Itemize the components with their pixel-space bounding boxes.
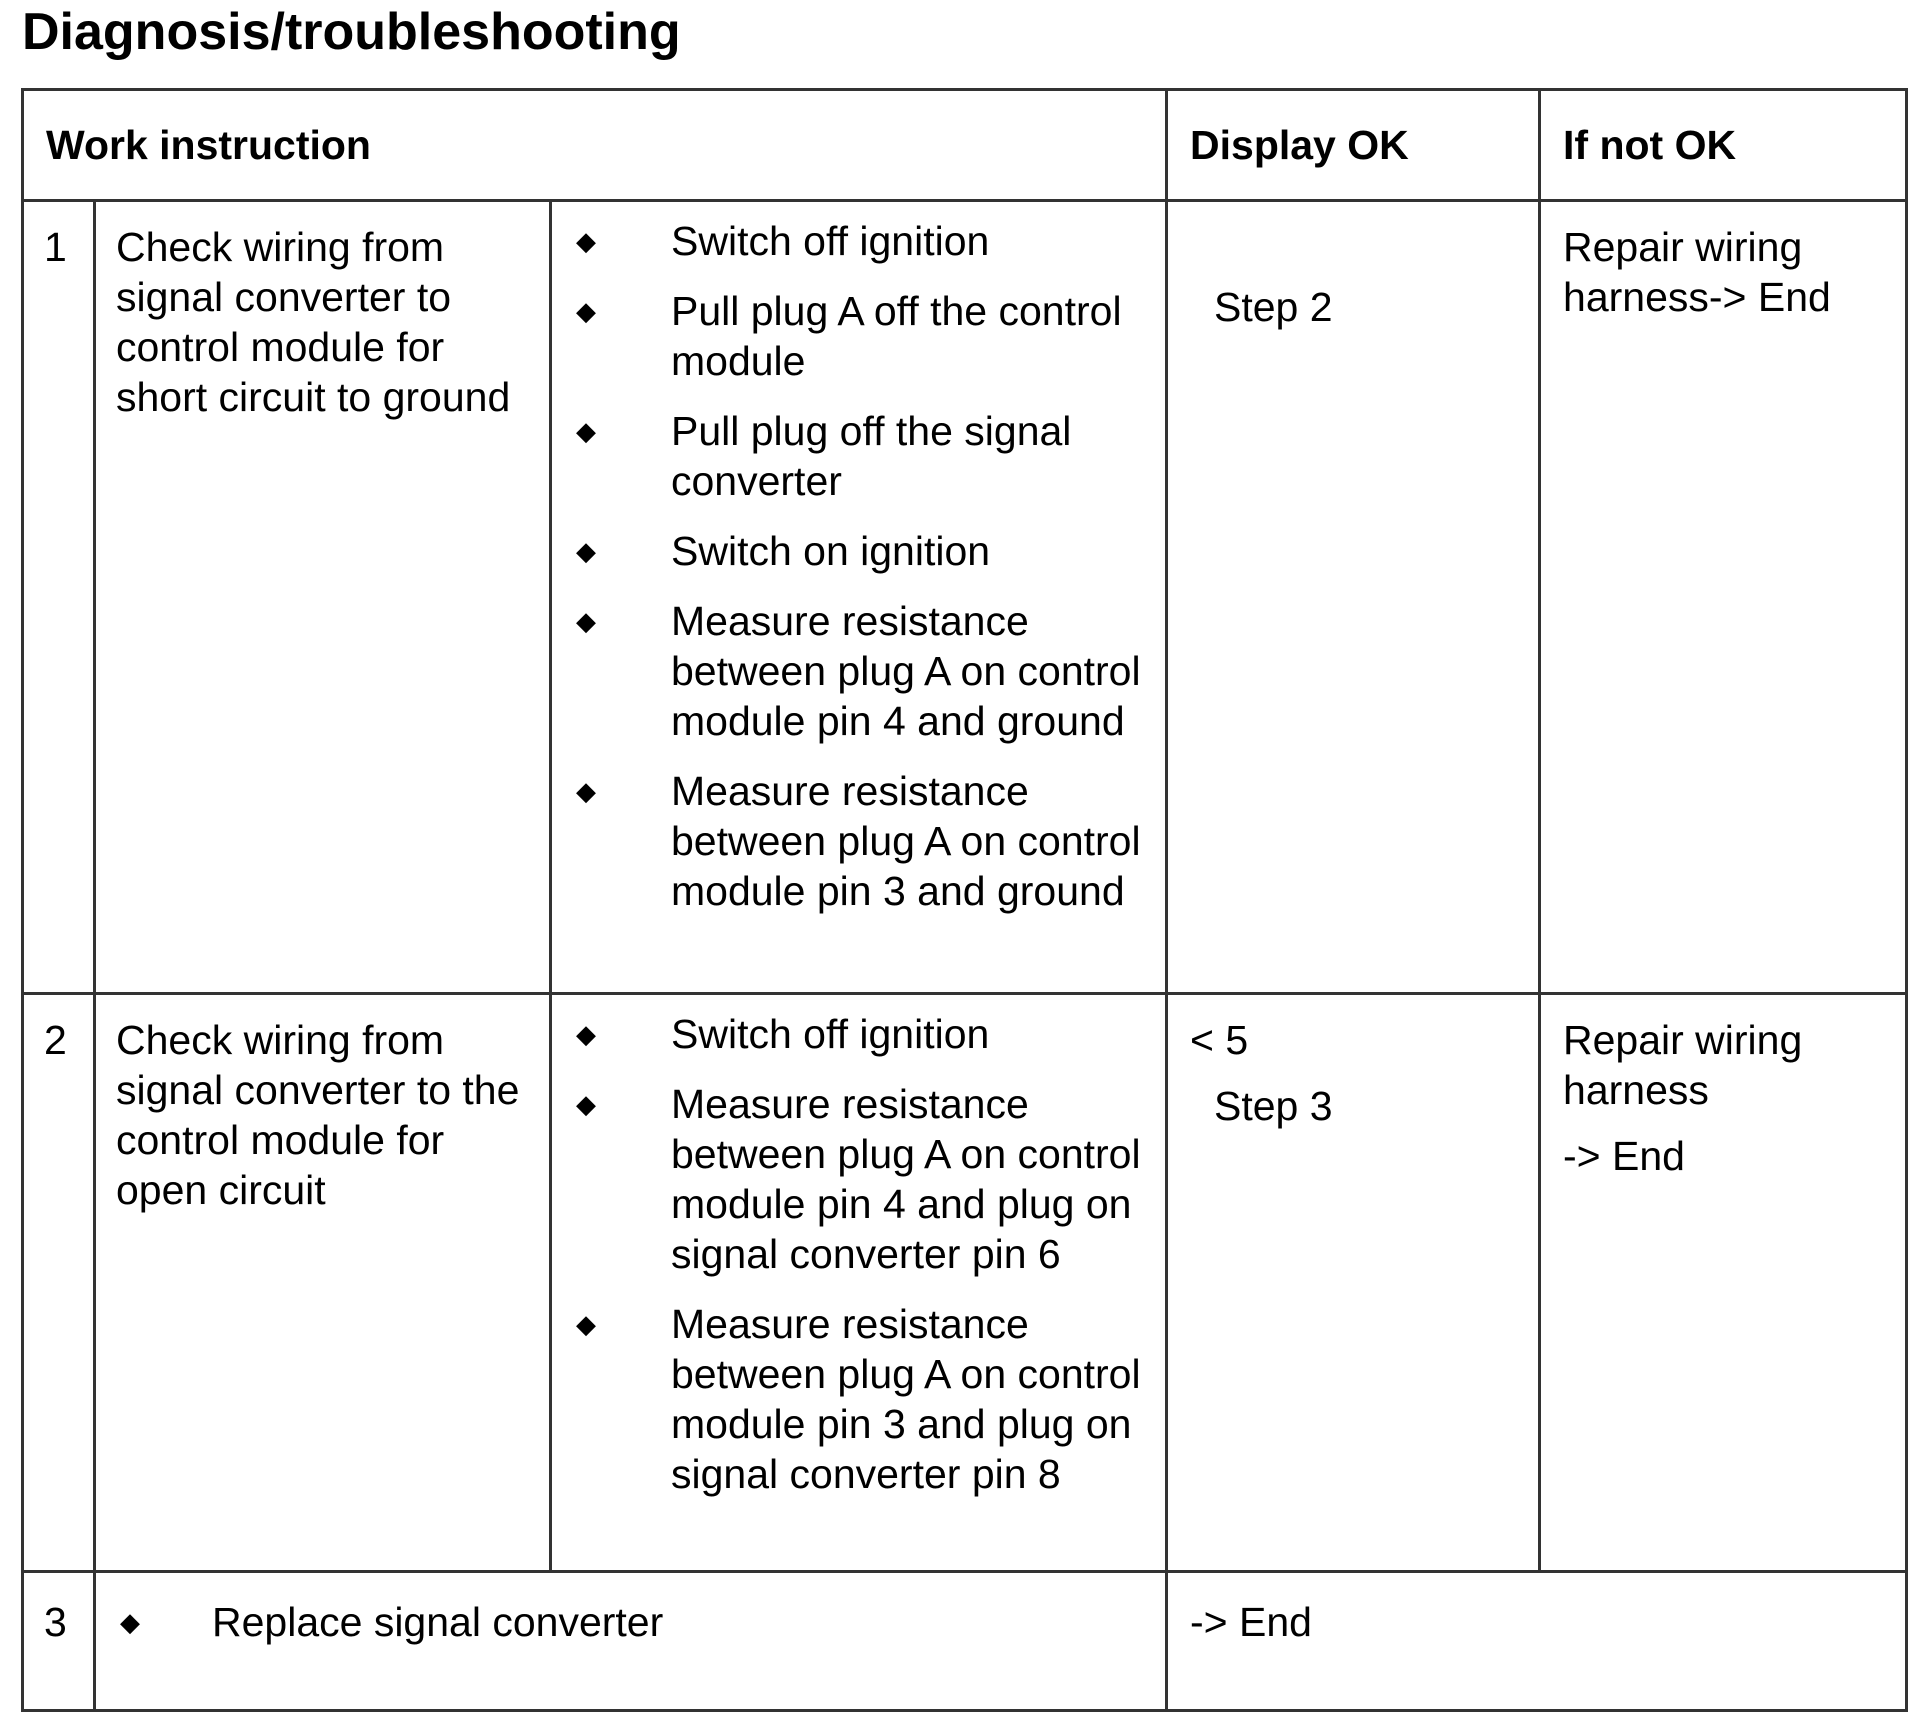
instruction-cell xyxy=(95,1572,1167,1711)
list-item xyxy=(576,766,1155,916)
bullet-icon: ◆ xyxy=(576,226,596,256)
bullet-icon: ◆ xyxy=(576,1019,596,1049)
instruction-text: Measure resistance between plug A on control module pin 3 and ground xyxy=(671,768,1141,914)
instruction-text: Pull plug off the signal converter xyxy=(671,408,1072,504)
list-item xyxy=(576,286,1155,386)
header-if-not-ok: If not OK xyxy=(1540,90,1907,201)
table-row xyxy=(23,994,1907,1572)
instruction-list xyxy=(120,1597,1155,1647)
table-row xyxy=(23,201,1907,994)
table-row xyxy=(23,1572,1907,1711)
step-number: 3 xyxy=(23,1572,95,1711)
step-number: 2 xyxy=(23,994,95,1572)
header-row xyxy=(23,90,1907,201)
instruction-cell xyxy=(551,201,1167,994)
instruction-list xyxy=(576,216,1155,916)
next-step: Step 3 xyxy=(1214,1083,1333,1129)
instruction-text: Switch off ignition xyxy=(671,218,990,264)
bullet-icon: ◆ xyxy=(120,1607,140,1637)
bullet-icon: ◆ xyxy=(576,776,596,806)
list-item xyxy=(576,1079,1155,1279)
bullet-icon: ◆ xyxy=(576,1309,596,1339)
step-number: 1 xyxy=(23,201,95,994)
instruction-text: Pull plug A off the control module xyxy=(671,288,1122,384)
bullet-icon: ◆ xyxy=(576,1089,596,1119)
instruction-text: Measure resistance between plug A on control module pin 4 and plug on signal converter pin 6 xyxy=(671,1081,1141,1277)
not-ok-end: -> End xyxy=(1563,1133,1685,1179)
instruction-text: Replace signal converter xyxy=(212,1599,664,1645)
instruction-list xyxy=(576,1009,1155,1499)
ok-value: < 5 xyxy=(1190,1017,1249,1063)
header-display-ok: Display OK xyxy=(1167,90,1540,201)
bullet-icon: ◆ xyxy=(576,416,596,446)
next-step: Step 2 xyxy=(1214,284,1333,330)
list-item xyxy=(576,406,1155,506)
if-not-ok-cell xyxy=(1540,201,1907,994)
diagnosis-table xyxy=(21,88,1908,1712)
ok-value xyxy=(1190,222,1528,282)
instruction-text: Switch off ignition xyxy=(671,1011,990,1057)
header-work-instruction: Work instruction xyxy=(23,90,1167,201)
list-item xyxy=(576,596,1155,746)
bullet-icon: ◆ xyxy=(576,606,596,636)
not-ok-action: Repair wiring harness xyxy=(1563,1017,1803,1113)
list-item xyxy=(120,1597,1155,1647)
instruction-cell xyxy=(551,994,1167,1572)
not-ok-action: Repair wiring harness-> End xyxy=(1563,224,1831,320)
bullet-icon: ◆ xyxy=(576,296,596,326)
list-item xyxy=(576,1299,1155,1499)
step-description: Check wiring from signal converter to control module for short circuit to ground xyxy=(95,201,551,994)
ok-value: -> End xyxy=(1190,1599,1312,1645)
list-item xyxy=(576,526,1155,576)
display-ok-cell xyxy=(1167,994,1540,1572)
bullet-icon: ◆ xyxy=(576,536,596,566)
instruction-text: Measure resistance between plug A on control module pin 3 and plug on signal converter pin 8 xyxy=(671,1301,1141,1497)
list-item xyxy=(576,216,1155,266)
display-ok-cell xyxy=(1167,1572,1907,1711)
display-ok-cell xyxy=(1167,201,1540,994)
page-title: Diagnosis/troubleshooting xyxy=(22,3,681,61)
list-item xyxy=(576,1009,1155,1059)
if-not-ok-cell xyxy=(1540,994,1907,1572)
instruction-text: Switch on ignition xyxy=(671,528,991,574)
instruction-text: Measure resistance between plug A on control module pin 4 and ground xyxy=(671,598,1141,744)
step-description: Check wiring from signal converter to the control module for open circuit xyxy=(95,994,551,1572)
